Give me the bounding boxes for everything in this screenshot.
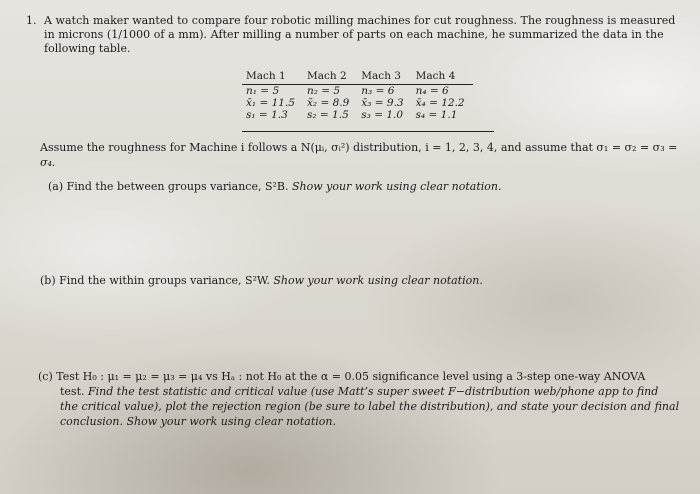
- part-c-line-4: conclusion. Show your work using clear notation.: [60, 415, 336, 428]
- part-a-label: (a): [48, 180, 64, 193]
- part-c-text-1: Test H₀ : μ₁ = μ₂ = μ₃ = μ₄ vs Hₐ : not H₀ at the α = 0.05 significance level using a 3-step one-way ANOVA: [56, 370, 646, 383]
- assumption-line-1: Assume the roughness for Machine i follows a N(μᵢ, σᵢ²) distribution, i = 1, 2, 3, 4, and assume that σ₁ = σ₂ = σ₃ =: [40, 141, 678, 154]
- problem-line-2: in microns (1/1000 of a mm). After milling a number of parts on each machine, he summarized the data in the: [44, 28, 664, 41]
- table-cell: x̄₁ = 11.5: [246, 97, 295, 109]
- table-cell: x̄₃ = 9.3: [361, 97, 404, 109]
- part-b-text: Find the within groups variance, S²W.: [59, 274, 270, 287]
- part-a-instruction: Show your work using clear notation.: [292, 180, 502, 193]
- part-c-line-1: [38, 370, 645, 384]
- table-row: [242, 85, 473, 98]
- table-cell: n₂ = 5: [306, 85, 341, 97]
- part-b-label: (b): [40, 274, 56, 287]
- table-cell: x̄₂ = 8.9: [306, 97, 350, 109]
- table-row: [242, 97, 473, 109]
- table-cell: s₁ = 1.3: [246, 109, 288, 121]
- table-header-cell: Mach 2: [303, 69, 357, 85]
- table-cell: n₁ = 5: [246, 85, 280, 97]
- part-c-line-3: the critical value), plot the rejection region (be sure to label the distribution), and state your decision and final: [60, 400, 680, 413]
- table-cell: s₂ = 1.5: [306, 109, 349, 121]
- table-cell: n₃ = 6: [361, 85, 395, 97]
- table-bottom-rule: [242, 131, 494, 132]
- part-a-text: Find the between groups variance, S²B.: [66, 180, 289, 193]
- problem-number: 1.: [26, 14, 37, 27]
- table-row: [242, 109, 473, 121]
- problem-line-3: following table.: [44, 42, 131, 55]
- table-cell: x̄₄ = 12.2: [415, 97, 465, 109]
- part-b-instruction: Show your work using clear notation.: [273, 274, 483, 287]
- part-a: [48, 180, 502, 194]
- table-header-cell: Mach 4: [412, 69, 473, 85]
- part-c-text-2b: Find the test statistic and critical value (use Matt’s super sweet F−distribution web/phone app to find: [88, 385, 659, 398]
- table-cell: s₃ = 1.0: [361, 109, 404, 121]
- problem-line-1: A watch maker wanted to compare four robotic milling machines for cut roughness. The roughness is measured: [44, 14, 676, 27]
- table-header-cell: Mach 3: [357, 69, 411, 85]
- part-b: [40, 274, 483, 288]
- table-header-row: [242, 69, 473, 85]
- part-c-label: (c): [38, 370, 53, 383]
- table-cell: n₄ = 6: [415, 85, 449, 97]
- part-c-text-2a: test.: [60, 385, 85, 398]
- part-c-line-2: [60, 385, 658, 399]
- table-cell: s₄ = 1.1: [415, 109, 458, 121]
- table-header-cell: Mach 1: [242, 69, 303, 85]
- assumption-line-2: σ₄.: [40, 156, 56, 169]
- machine-summary-table: [242, 69, 473, 121]
